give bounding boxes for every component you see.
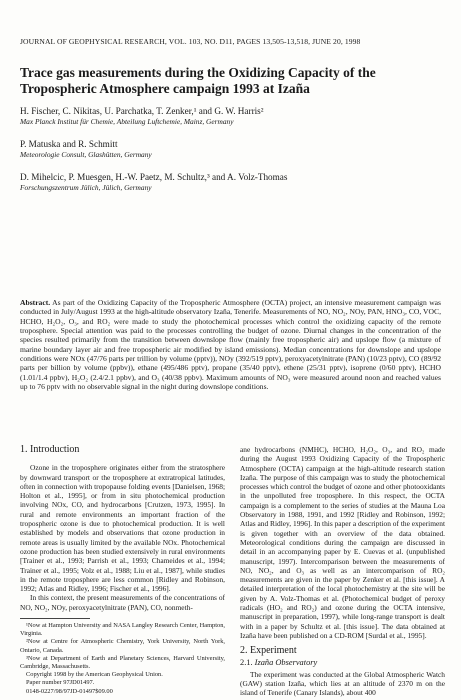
paper-title: Trace gas measurements during the Oxidizing Capacity of the Tropospheric Atmosphere campaign 1993 at Izaña bbox=[20, 65, 376, 96]
left-column bbox=[20, 445, 225, 696]
footnote: ²Now at Centre for Atmospheric Chemistry, York University, North York, Ontario, Canada. bbox=[20, 638, 225, 654]
author-affiliation: Meteorologie Consult, Glashütten, Germany bbox=[20, 150, 152, 159]
introduction-paragraph: In this context, the present measurements of the concentrations of NO, NO₂, NOy, peroxyacetylnitrate (PAN), CO, nonmeth- bbox=[20, 593, 225, 612]
section-heading-experiment: 2. Experiment bbox=[240, 645, 297, 657]
author-affiliation: Max Planck Institut für Chemie, Abteilung Luftchemie, Mainz, Germany bbox=[20, 117, 234, 126]
experiment-paragraph: The experiment was conducted at the Global Atmospheric Watch (GAW) station Izaña, which lies at an altitude of 2370 m on the island of Tenerife (Canary Islands), about 400 bbox=[240, 669, 445, 698]
abstract bbox=[20, 298, 441, 391]
author-group-3 bbox=[20, 172, 441, 193]
footnote-rule bbox=[20, 618, 90, 619]
abstract-text: As part of the Oxidizing Capacity of the Tropospheric Atmosphere (OCTA) project, an intensive measurement campaign was conducted in July/August 1993 at the high-altitude observatory Izaña, Tenerife. Measurements of NO, NO₂, NOy, PAN, HNO₃, CO, VOC, HCHO, H₂O₂, O₃, and RO₂ were made to study the photochemical processes which control the oxidizing capacity of the remote troposphere. Special attention was paid to the processes controlling the budget of ozone. Diurnal changes in the concentration of the species resulted primarily from the transition between downslope flow (mainly free tropospheric air) and upslope flow (a mixture of marine boundary layer air and free tropospheric air modified by island emissions). Median concentrations for downslope and upslope conditions were NOx (47/76 parts per trillion by volume (pptv)), NOy (392/519 pptv), peroxyacetylnitrate (PAN) (10/23 pptv), CO (89/92 parts per billion by volume (ppbv)), ethane (495/486 pptv), propane (35/40 pptv), ethene (25/31 pptv), isoprene (0/60 pptv), HCHO (1.01/1.4 ppbv), H₂O₂ (2.4/2.1 ppbv), and O₃ (40/38 ppbv). Maximum amounts of NO₃ were measured around noon and reached values up to 76 pptv with no observable signal in the night during downslope conditions. bbox=[20, 298, 442, 392]
footnotes bbox=[20, 622, 225, 696]
section-heading-introduction: 1. Introduction bbox=[20, 444, 80, 455]
author-group-1 bbox=[20, 106, 441, 127]
author-names: P. Matuska and R. Schmitt bbox=[20, 139, 118, 149]
author-names: H. Fischer, C. Nikitas, U. Parchatka, T. Zenker,¹ and G. W. Harris² bbox=[20, 106, 264, 116]
abstract-label: Abstract. bbox=[20, 298, 51, 307]
paper-number: Paper number 97JD01497. bbox=[26, 679, 95, 687]
introduction-paragraph: Ozone in the troposphere originates either from the stratosphere by downward transport or the troposphere at extratropical latitudes, often in connection with tropopause folding events [Danielsen, 1968; Holton et al., 1995], or from in situ photochemical production involving NOx, CO, and hydrocarbons [Crutzen, 1973, 1995]. In rural and remote environments an important fraction of the tropospheric ozone is due to photochemical production. It is well established by models and observations that ozone production in remote areas is usually limited by the available NOx. Photochemical ozone production has been studied extensively in rural environments [Trainer et al., 1993; Parrish et al., 1993; Chameides et al., 1994; Trainer et al., 1995; Volz et al., 1988; Liu et al., 1987], while studies in the remote troposphere are less common [Ridley and Robinson, 1992; Atlas and Ridley, 1996; Fischer et al., 1996]. bbox=[20, 463, 225, 594]
journal-running-header: JOURNAL OF GEOPHYSICAL RESEARCH, VOL. 103, NO. D11, PAGES 13,505-13,518, JUNE 20, 1998 bbox=[20, 37, 361, 46]
introduction-continued-paragraph: ane hydrocarbons (NMHC), HCHO, H₂O₂, O₃, and RO₂ made during the August 1993 Oxidizing Capacity of the Tropospheric Atmosphere (OCTA) campaign at the high-altitude research station Izaña. The purpose of this campaign was to study the photochemical processes which control the budget of ozone and other photooxidants in the unpolluted free troposphere. In this respect, the OCTA campaign is a complement to the series of studies at the Mauna Loa Observatory in 1988, 1991, and 1992 [Ridley and Robinson, 1992; Atlas and Ridley, 1996]. In this paper a description of the experiment is given together with an overview of the data obtained. Meteorological conditions during the campaign are discussed in detail in an accompanying paper by E. Cuevas et al. (unpublished manuscript, 1997). Intercomparison between the measurements of NO, NO₂, and O₃ as well as an intercomparison of RO₂ measurements are given in the paper by Zenker et al. [this issue]. A detailed interpretation of the local photochemistry at the site will be given by A. Volz-Thomas et al. (Photochemical budget of peroxy radicals (HO₂ and RO₂) and ozone during the OCTA intensive, manuscript in preparation, 1997), while long-range transport is dealt with in a paper by Schultz et al. [this issue]. The data obtained at Izaña have been published on a CD-ROM [Surdal et al., 1995]. bbox=[240, 445, 445, 640]
copyright-line: Copyright 1998 by the American Geophysical Union. bbox=[26, 671, 163, 679]
author-group-2 bbox=[20, 139, 441, 160]
footnote: ¹Now at Hampton University and NASA Langley Research Center, Hampton, Virginia. bbox=[20, 622, 225, 638]
right-column bbox=[240, 445, 445, 698]
issn-line: 0148-0227/98/97JD-01497$09.00 bbox=[26, 687, 113, 695]
subsection-heading-izana-observatory: 2.1. Izaña Observatory bbox=[240, 657, 318, 667]
author-affiliation: Forschungszentrum Jülich, Jülich, Germany bbox=[20, 183, 152, 192]
author-names: D. Mihelcic, P. Muesgen, H.-W. Paetz, M. Schultz,³ and A. Volz-Thomas bbox=[20, 172, 288, 182]
footnote: ³Now at Department of Earth and Planetary Sciences, Harvard University, Cambridge, Massachusetts. bbox=[20, 654, 225, 671]
